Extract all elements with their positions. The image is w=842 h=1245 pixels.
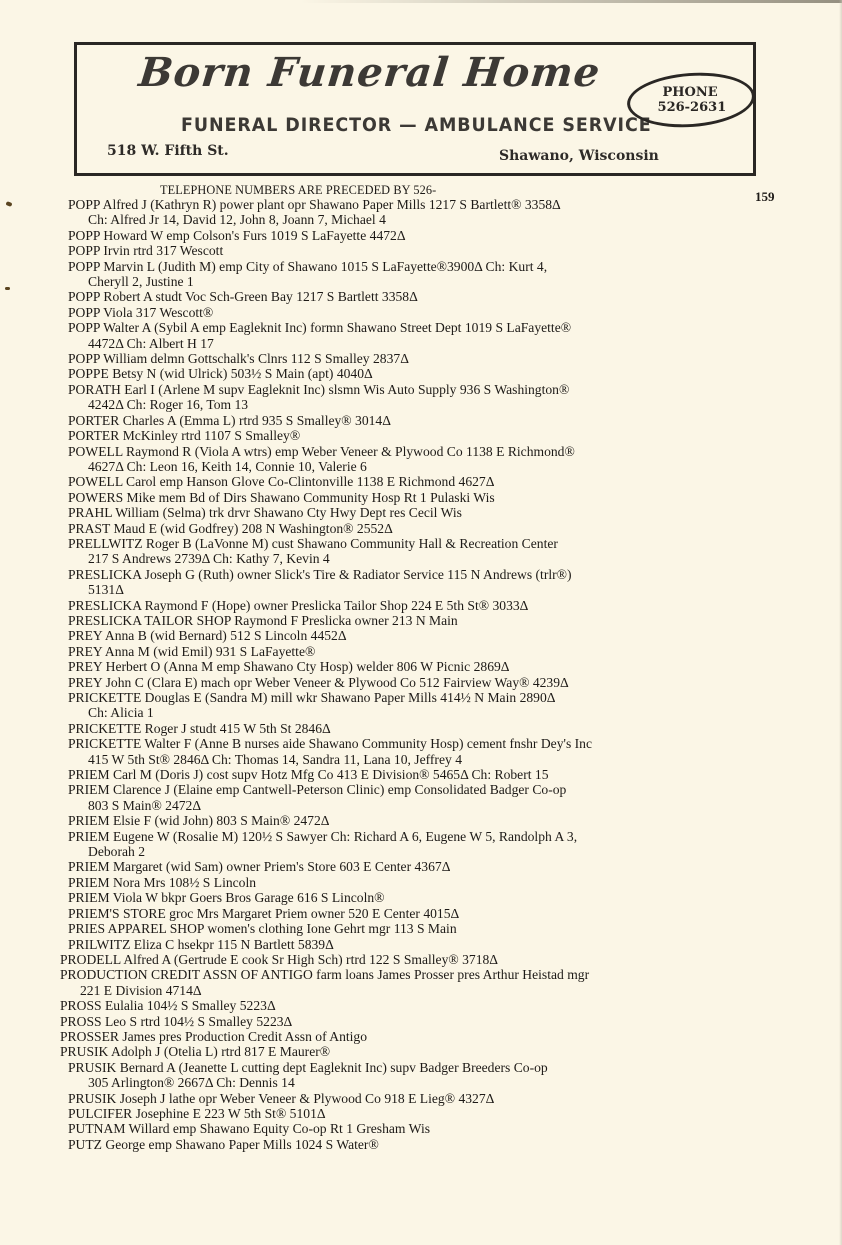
directory-entry [68,813,808,828]
directory-entry [68,243,808,258]
entry-text: PRIEM Margaret (wid Sam) owner Priem's Store 603 E Center 4367Δ [68,859,451,875]
ad-city: Shawano, Wisconsin [499,148,659,164]
entry-text: POPP Howard W emp Colson's Furs 1019 S LaFayette 4472Δ [68,227,406,243]
directory-entry [68,567,808,598]
directory-entry [68,413,808,428]
entry-continuation: 305 Arlington® 2667Δ Ch: Dennis 14 [88,1075,295,1091]
entry-text: PRIEM Nora Mrs 108½ S Lincoln [68,874,257,890]
entry-text: POPP Alfred J (Kathryn R) power plant opr Shawano Paper Mills 1217 S Bartlett® 3358Δ [68,197,561,212]
entry-text: PRELLWITZ Roger B (LaVonne M) cust Shawano Community Hall & Recreation Center [68,535,558,551]
ad-business-name: Born Funeral Home [136,49,603,96]
entry-text: PRIEM Clarence J (Elaine emp Cantwell-Peterson Clinic) emp Consolidated Badger Co-op [68,782,567,798]
directory-entry [68,428,808,443]
entry-text: POPP Walter A (Sybil A emp Eagleknit Inc) formn Shawano Street Dept 1019 S LaFayette® [68,320,572,336]
directory-entry [68,859,808,874]
entry-text: PORTER McKinley rtrd 1107 S Smalley® [68,428,301,444]
entry-text: PRIEM Carl M (Doris J) cost supv Hotz Mfg Co 413 E Division® 5465Δ Ch: Robert 15 [68,767,549,783]
directory-entry [60,952,808,967]
entry-text: PUTNAM Willard emp Shawano Equity Co-op Rt 1 Gresham Wis [68,1121,431,1137]
entry-text: POPP William delmn Gottschalk's Clnrs 112 S Smalley 2837Δ [68,351,409,367]
directory-entry [60,1044,808,1059]
entry-text: POPP Marvin L (Judith M) emp City of Shawano 1015 S LaFayette®3900Δ Ch: Kurt 4, [68,258,548,274]
directory-entry [68,628,808,643]
directory-entry [68,906,808,921]
entry-text: PRESLICKA TAILOR SHOP Raymond F Preslicka owner 213 N Main [68,612,458,628]
directory-entry [68,829,808,860]
page-edge-shadow [300,0,842,3]
entry-text: PRAST Maud E (wid Godfrey) 208 N Washington® 2552Δ [68,520,393,536]
directory-entry [68,382,808,413]
directory-entry [68,320,808,351]
directory-entry [68,490,808,505]
entry-text: POPPE Betsy N (wid Ulrick) 503½ S Main (apt) 4040Δ [68,366,373,382]
directory-entry [60,1014,808,1029]
ad-address: 518 W. Fifth St. [107,143,229,159]
margin-mark [5,287,10,290]
entry-text: PREY Anna B (wid Bernard) 512 S Lincoln 4452Δ [68,628,347,644]
entry-continuation: Ch: Alfred Jr 14, David 12, John 8, Joann 7, Michael 4 [88,212,386,228]
entry-text: PRIEM Eugene W (Rosalie M) 120½ S Sawyer Ch: Richard A 6, Eugene W 5, Randolph A 3, [68,828,578,844]
entry-text: POPP Viola 317 Wescott® [68,304,214,320]
page-number: 159 [755,189,775,204]
directory-entry [68,305,808,320]
directory-entry [68,767,808,782]
directory-entry [68,289,808,304]
entry-text: PRICKETTE Walter F (Anne B nurses aide Shawano Community Hosp) cement fnshr Dey's Inc [68,736,592,752]
entry-continuation: 217 S Andrews 2739Δ Ch: Kathy 7, Kevin 4 [88,551,330,567]
entry-continuation: 5131Δ [88,582,124,598]
entry-continuation: 415 W 5th St® 2846Δ Ch: Thomas 14, Sandra 11, Lana 10, Jeffrey 4 [88,751,462,767]
entry-text: PROSS Eulalia 104½ S Smalley 5223Δ [60,998,276,1014]
directory-entry [68,197,808,228]
entry-text: PRUSIK Joseph J lathe opr Weber Veneer & Plywood Co 918 E Lieg® 4327Δ [68,1090,495,1106]
entry-text: PORTER Charles A (Emma L) rtrd 935 S Smalley® 3014Δ [68,412,391,428]
entry-text: PRUSIK Adolph J (Otelia L) rtrd 817 E Maurer® [60,1044,331,1060]
entry-continuation: Deborah 2 [88,844,145,860]
directory-entry [68,675,808,690]
entry-text: PRESLICKA Joseph G (Ruth) owner Slick's Tire & Radiator Service 115 N Andrews (trlr®) [68,566,572,582]
directory-entry [68,474,808,489]
directory-entry [68,736,808,767]
phone-number: 526-2631 [657,99,726,115]
entry-text: POPP Robert A studt Voc Sch-Green Bay 1217 S Bartlett 3358Δ [68,289,418,305]
directory-entry [68,1121,808,1136]
entry-text: PRIES APPAREL SHOP women's clothing Ione Gehrt mgr 113 S Main [68,921,457,937]
entry-text: PREY John C (Clara E) mach opr Weber Veneer & Plywood Co 512 Fairview Way® 4239Δ [68,674,569,690]
entry-text: PREY Herbert O (Anna M emp Shawano Cty Hosp) welder 806 W Picnic 2869Δ [68,659,510,675]
entry-text: POWELL Raymond R (Viola A wtrs) emp Weber Veneer & Plywood Co 1138 E Richmond® [68,443,575,459]
directory-entry [68,1060,808,1091]
phone-label: PHONE [662,85,719,101]
entry-text: POWELL Carol emp Hanson Glove Co-Clintonville 1138 E Richmond 4627Δ [68,474,495,490]
entry-text: PUTZ George emp Shawano Paper Mills 1024 S Water® [68,1136,379,1152]
ad-tagline: FUNERAL DIRECTOR — AMBULANCE SERVICE [181,114,652,136]
entry-text: PRICKETTE Roger J studt 415 W 5th St 2846Δ [68,720,331,736]
directory-entry [68,536,808,567]
directory-entry [68,659,808,674]
entry-text: POPP Irvin rtrd 317 Wescott [68,243,224,259]
entry-text: PRIEM Viola W bkpr Goers Bros Garage 616 S Lincoln® [68,890,385,906]
entry-text: PRODELL Alfred A (Gertrude E cook Sr High Sch) rtrd 122 S Smalley® 3718Δ [60,951,499,967]
entry-text: PRILWITZ Eliza C hsekpr 115 N Bartlett 5839Δ [68,936,334,952]
entry-continuation: Ch: Alicia 1 [88,705,154,721]
directory-entry [60,998,808,1013]
entry-continuation: 4472Δ Ch: Albert H 17 [88,335,214,351]
entry-text: PRIEM Elsie F (wid John) 803 S Main® 2472Δ [68,813,330,829]
entry-text: PULCIFER Josephine E 223 W 5th St® 5101Δ [68,1105,326,1121]
entry-continuation: Cheryll 2, Justine 1 [88,274,194,290]
directory-entry [68,521,808,536]
directory-entry [60,967,808,998]
entry-text: POWERS Mike mem Bd of Dirs Shawano Community Hosp Rt 1 Pulaski Wis [68,489,495,505]
directory-entry [68,366,808,381]
directory-entry [68,1106,808,1121]
entry-text: PORATH Earl I (Arlene M supv Eagleknit Inc) slsmn Wis Auto Supply 936 S Washington® [68,381,570,397]
entry-text: PREY Anna M (wid Emil) 931 S LaFayette® [68,643,316,659]
directory-entry [68,1137,808,1152]
directory-header: TELEPHONE NUMBERS ARE PRECEDED BY 526- [160,183,437,197]
entry-text: PRODUCTION CREDIT ASSN OF ANTIGO farm loans James Prosser pres Arthur Heistad mgr [60,967,590,983]
margin-mark [5,201,12,207]
directory-entry [68,598,808,613]
directory-entry [68,890,808,905]
directory-entry [68,351,808,366]
directory-entry [68,1091,808,1106]
directory-entry [68,228,808,243]
entry-continuation: 4242Δ Ch: Roger 16, Tom 13 [88,397,249,413]
entry-continuation: 221 E Division 4714Δ [80,982,202,998]
entry-text: PRUSIK Bernard A (Jeanette L cutting dept Eagleknit Inc) supv Badger Breeders Co-op [68,1059,548,1075]
entry-text: PRAHL William (Selma) trk drvr Shawano Cty Hwy Dept res Cecil Wis [68,505,462,521]
directory-entry [68,875,808,890]
entry-continuation: 4627Δ Ch: Leon 16, Keith 14, Connie 10, Valerie 6 [88,458,367,474]
directory-entry [68,613,808,628]
directory-entry [68,444,808,475]
entry-continuation: 803 S Main® 2472Δ [88,797,202,813]
directory-entry [68,505,808,520]
funeral-home-advertisement [74,42,756,176]
entry-text: PRIEM'S STORE groc Mrs Margaret Priem owner 520 E Center 4015Δ [68,905,460,921]
directory-entry [68,937,808,952]
directory-entry [60,1029,808,1044]
directory-entry [68,690,808,721]
entry-text: PRICKETTE Douglas E (Sandra M) mill wkr Shawano Paper Mills 414½ N Main 2890Δ [68,690,556,705]
directory-entry [68,921,808,936]
entry-text: PROSS Leo S rtrd 104½ S Smalley 5223Δ [60,1013,293,1029]
entry-text: PRESLICKA Raymond F (Hope) owner Preslicka Tailor Shop 224 E 5th St® 3033Δ [68,597,529,613]
directory-entry [68,644,808,659]
directory-entry [68,782,808,813]
entry-text: PROSSER James pres Production Credit Assn of Antigo [60,1028,368,1044]
directory-entry [68,721,808,736]
directory-entry [68,259,808,290]
directory-listings [60,197,808,1152]
